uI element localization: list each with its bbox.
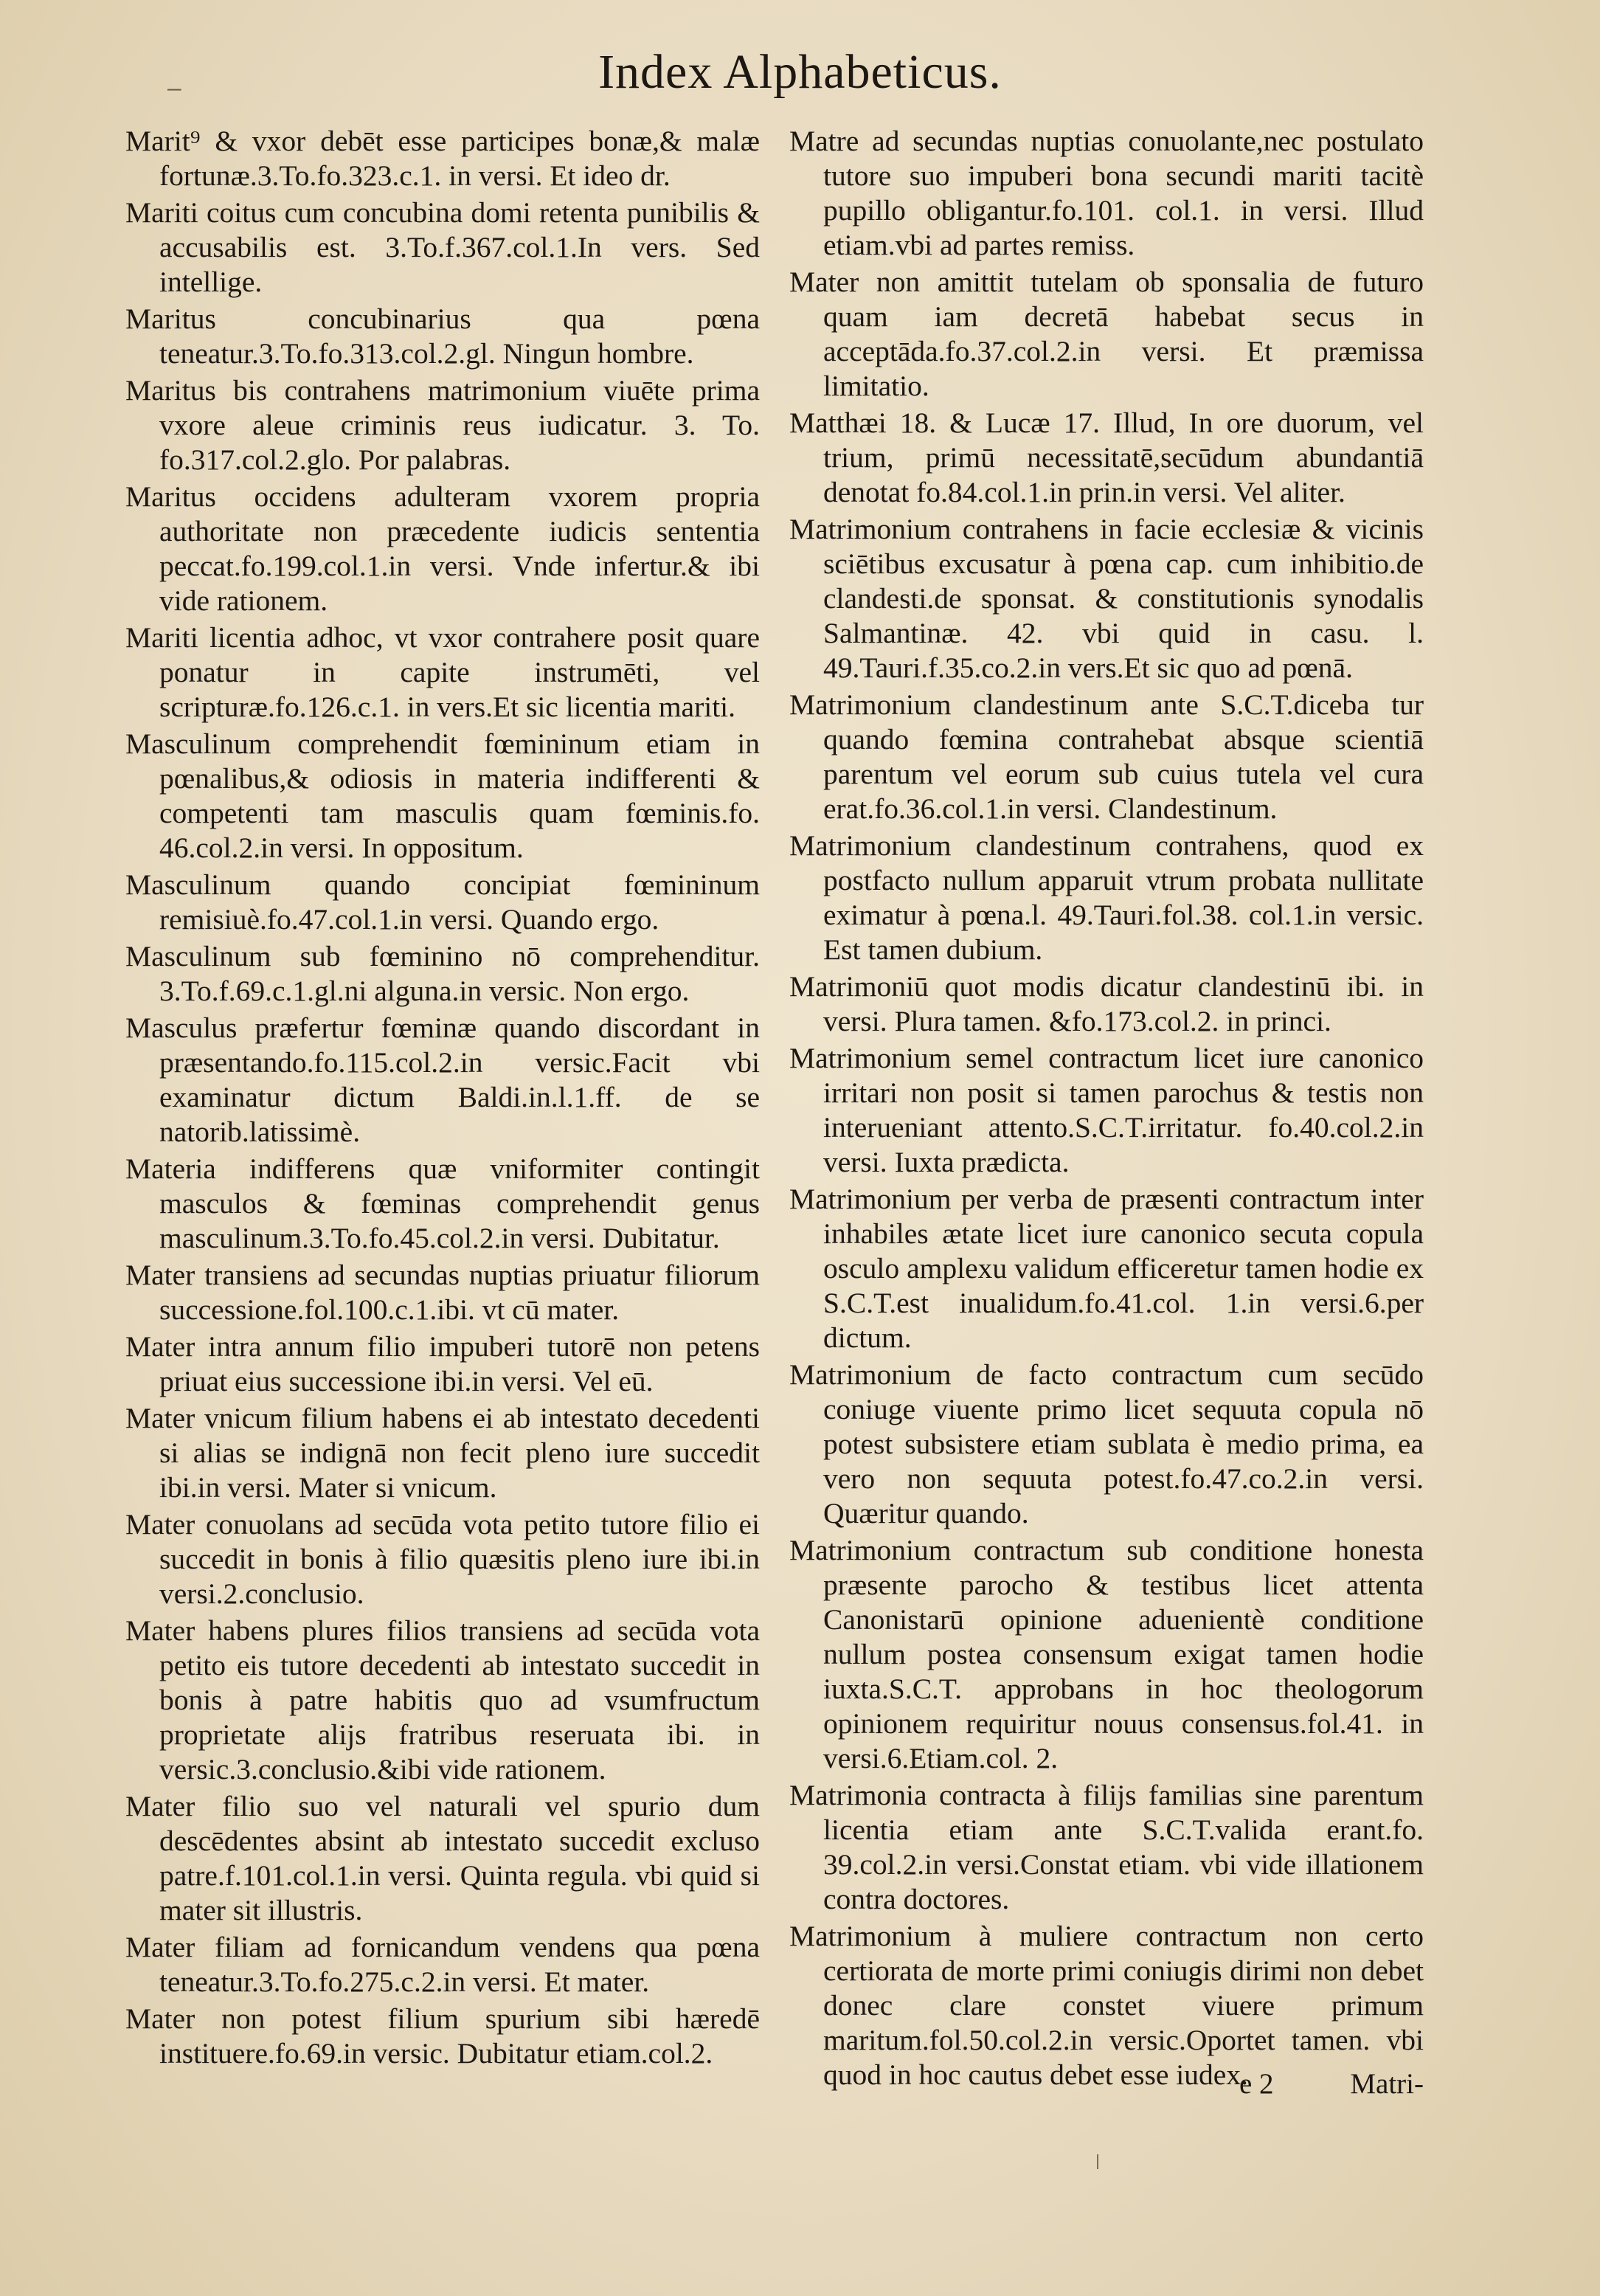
left-column (125, 124, 760, 2073)
header-mark: − (166, 73, 183, 106)
index-entry: Mater non amittit tutelam ob sponsalia de futuro quam iam decretā habebat secus in acceptāda.fo.37.col.2.in versi. Et præmissa limitatio. (789, 266, 1424, 402)
index-entry: Mater intra annum filio impuberi tutorē non petens priuat eius successione ibi.in versi. Vel eū. (125, 1330, 760, 1397)
signature-mark: e 2 (1239, 2068, 1274, 2100)
index-entry: Matrimoniū quot modis dicatur clandestinū ibi. in versi. Plura tamen. &fo.173.col.2. in princi. (789, 970, 1424, 1037)
index-entry: Matrimonium semel contractum licet iure canonico irritari non posit si tamen parochus & testis non interueniant attento.S.C.T.irritatur. fo.40.col.2.in versi. Iuxta prædicta. (789, 1042, 1424, 1178)
index-entry: Masculinum comprehendit fœmininum etiam in pœnalibus,& odiosis in materia indifferenti & competenti tam masculis quam fœminis.fo. 46.col.2.in versi. In oppositum. (125, 727, 760, 864)
index-entry: Matrimonium contrahens in facie ecclesiæ & vicinis sciētibus excusatur à pœna cap. cum inhibitio.de clandesti.de sponsat. & constitutionis synodalis Salmantinæ. 42. vbi quid in casu. l. 49.Tauri.f.35.co.2.in vers.Et sic quo ad pœnā. (789, 513, 1424, 684)
index-entry: Matre ad secundas nuptias conuolante,nec postulato tutore suo impuberi bona secundi mariti tacitè pupillo obligantur.fo.101. col.1. in versi. Illud etiam.vbi ad partes remiss. (789, 125, 1424, 261)
index-entry: Masculus præfertur fœminæ quando discordant in præsentando.fo.115.col.2.in versic.Facit vbi examinatur dictum Baldi.in.l.1.ff. de se natorib.latissimè. (125, 1012, 760, 1148)
index-entry: Matthæi 18. & Lucæ 17. Illud, In ore duorum, vel trium, primū necessitatē,secūdum abundantiā denotat fo.84.col.1.in prin.in versi. Vel aliter. (789, 407, 1424, 508)
index-entry: Mariti licentia adhoc, vt vxor contrahere posit quare ponatur in capite instrumēti, vel scripturæ.fo.126.c.1. in vers.Et sic licentia mariti. (125, 621, 760, 723)
index-entry: Matrimonia contracta à filijs familias sine parentum licentia etiam ante S.C.T.valida erant.fo. 39.col.2.in versi.Constat etiam. vbi vide illationem contra doctores. (789, 1779, 1424, 1915)
index-entry: Matrimonium per verba de præsenti contractum inter inhabiles ætate licet iure canonico secuta copula osculo amplexu validum efficeretur tamen hodie ex S.C.T.est inualidum.fo.41.col. 1.in versi.6.per dictum. (789, 1183, 1424, 1354)
index-entry: Matrimonium clandestinum ante S.C.T.diceba tur quando fœmina contrahebat absque scientiā parentum vel eorum sub cuius tutela vel cura erat.fo.36.col.1.in versi. Clandestinum. (789, 688, 1424, 825)
index-entry: Mater habens plures filios transiens ad secūda vota petito eis tutore decedenti ab intestato succedit in bonis à patre habitis quo ad vsumfructum proprietate alijs fratribus reseruata ibi. in versic.3.conclusio.&ibi vide rationem. (125, 1614, 760, 1785)
index-entry: Masculinum sub fœminino nō comprehenditur. 3.To.f.69.c.1.gl.ni alguna.in versic. Non ergo. (125, 940, 760, 1007)
index-entry: Mater transiens ad secundas nuptias priuatur filiorum successione.fol.100.c.1.ibi. vt cū mater. (125, 1259, 760, 1326)
index-entry: Mater vnicum filium habens ei ab intestato decedenti si alias se indignā non fecit pleno iure succedit ibi.in versi. Mater si vnicum. (125, 1402, 760, 1504)
index-entry: Matrimonium à muliere contractum non certo certiorata de morte primi coniugis dirimi non debet donec clare constet viuere primum maritum.fol.50.col.2.in versic.Oportet tamen. vbi quod in hoc cautus debet esse iudex. (789, 1920, 1424, 2091)
index-entry: Mater conuolans ad secūda vota petito tutore filio ei succedit in bonis à filio quæsitis pleno iure ibi.in versi.2.conclusio. (125, 1508, 760, 1610)
index-entry: Maritus bis contrahens matrimonium viuēte prima vxore aleue criminis reus iudicatur. 3. To. fo.317.col.2.glo. Por palabras. (125, 374, 760, 476)
right-column (789, 124, 1424, 2095)
index-entry: Matrimonium contractum sub conditione honesta præsente parocho & testibus licet attenta Canonistarū opinione aduenientè conditione nullum postea consensum exigat tamen hodie iuxta.S.C.T. approbans in hoc theologorum opinionem requiritur nouus consensus.fol.41. in versi.6.Etiam.col. 2. (789, 1534, 1424, 1774)
index-entry: Mariti coitus cum concubina domi retenta punibilis & accusabilis est. 3.To.f.367.col.1.In vers. Sed intellige. (125, 196, 760, 298)
catchword: Matri- (1350, 2068, 1424, 2100)
index-entry: Matrimonium clandestinum contrahens, quod ex postfacto nullum apparuit vtrum probata nullitate eximatur à pœna.l. 49.Tauri.fol.38. col.1.in versic. Est tamen dubium. (789, 829, 1424, 966)
index-entry: Mater filiam ad fornicandum vendens qua pœna teneatur.3.To.fo.275.c.2.in versi. Et mater. (125, 1931, 760, 1998)
index-entry: Materia indifferens quæ vniformiter contingit masculos & fœminas comprehendit genus masculinum.3.To.fo.45.col.2.in versi. Dubitatur. (125, 1152, 760, 1254)
printers-mark (1097, 2154, 1098, 2169)
page-footer (789, 2067, 1424, 2104)
index-entry: Matrimonium de facto contractum cum secūdo coniuge viuente primo licet sequuta copula nō potest subsistere etiam sublata è medio prima, ea vero non sequuta potest.fo.47.co.2.in versi. Quæritur quando. (789, 1358, 1424, 1529)
index-entry: Mater filio suo vel naturali vel spurio dum descēdentes absint ab intestato succedit excluso patre.f.101.col.1.in versi. Quinta regula. vbi quid si mater sit illustris. (125, 1790, 760, 1926)
index-entry: Masculinum quando concipiat fœmininum remisiuè.fo.47.col.1.in versi. Quando ergo. (125, 868, 760, 936)
index-entry: Maritus concubinarius qua pœna teneatur.3.To.fo.313.col.2.gl. Ningun hombre. (125, 302, 760, 370)
index-entry: Marit⁹ & vxor debēt esse participes bonæ,& malæ fortunæ.3.To.fo.323.c.1. in versi. Et ideo dr. (125, 125, 760, 192)
page-title: Index Alphabeticus. (598, 45, 1002, 99)
index-entry: Mater non potest filium spurium sibi hæredē instituere.fo.69.in versic. Dubitatur etiam.col.2. (125, 2002, 760, 2069)
index-entry: Maritus occidens adulteram vxorem propria authoritate non præcedente iudicis sententia peccat.fo.199.col.1.in versi. Vnde infertur.& ibi vide rationem. (125, 480, 760, 617)
